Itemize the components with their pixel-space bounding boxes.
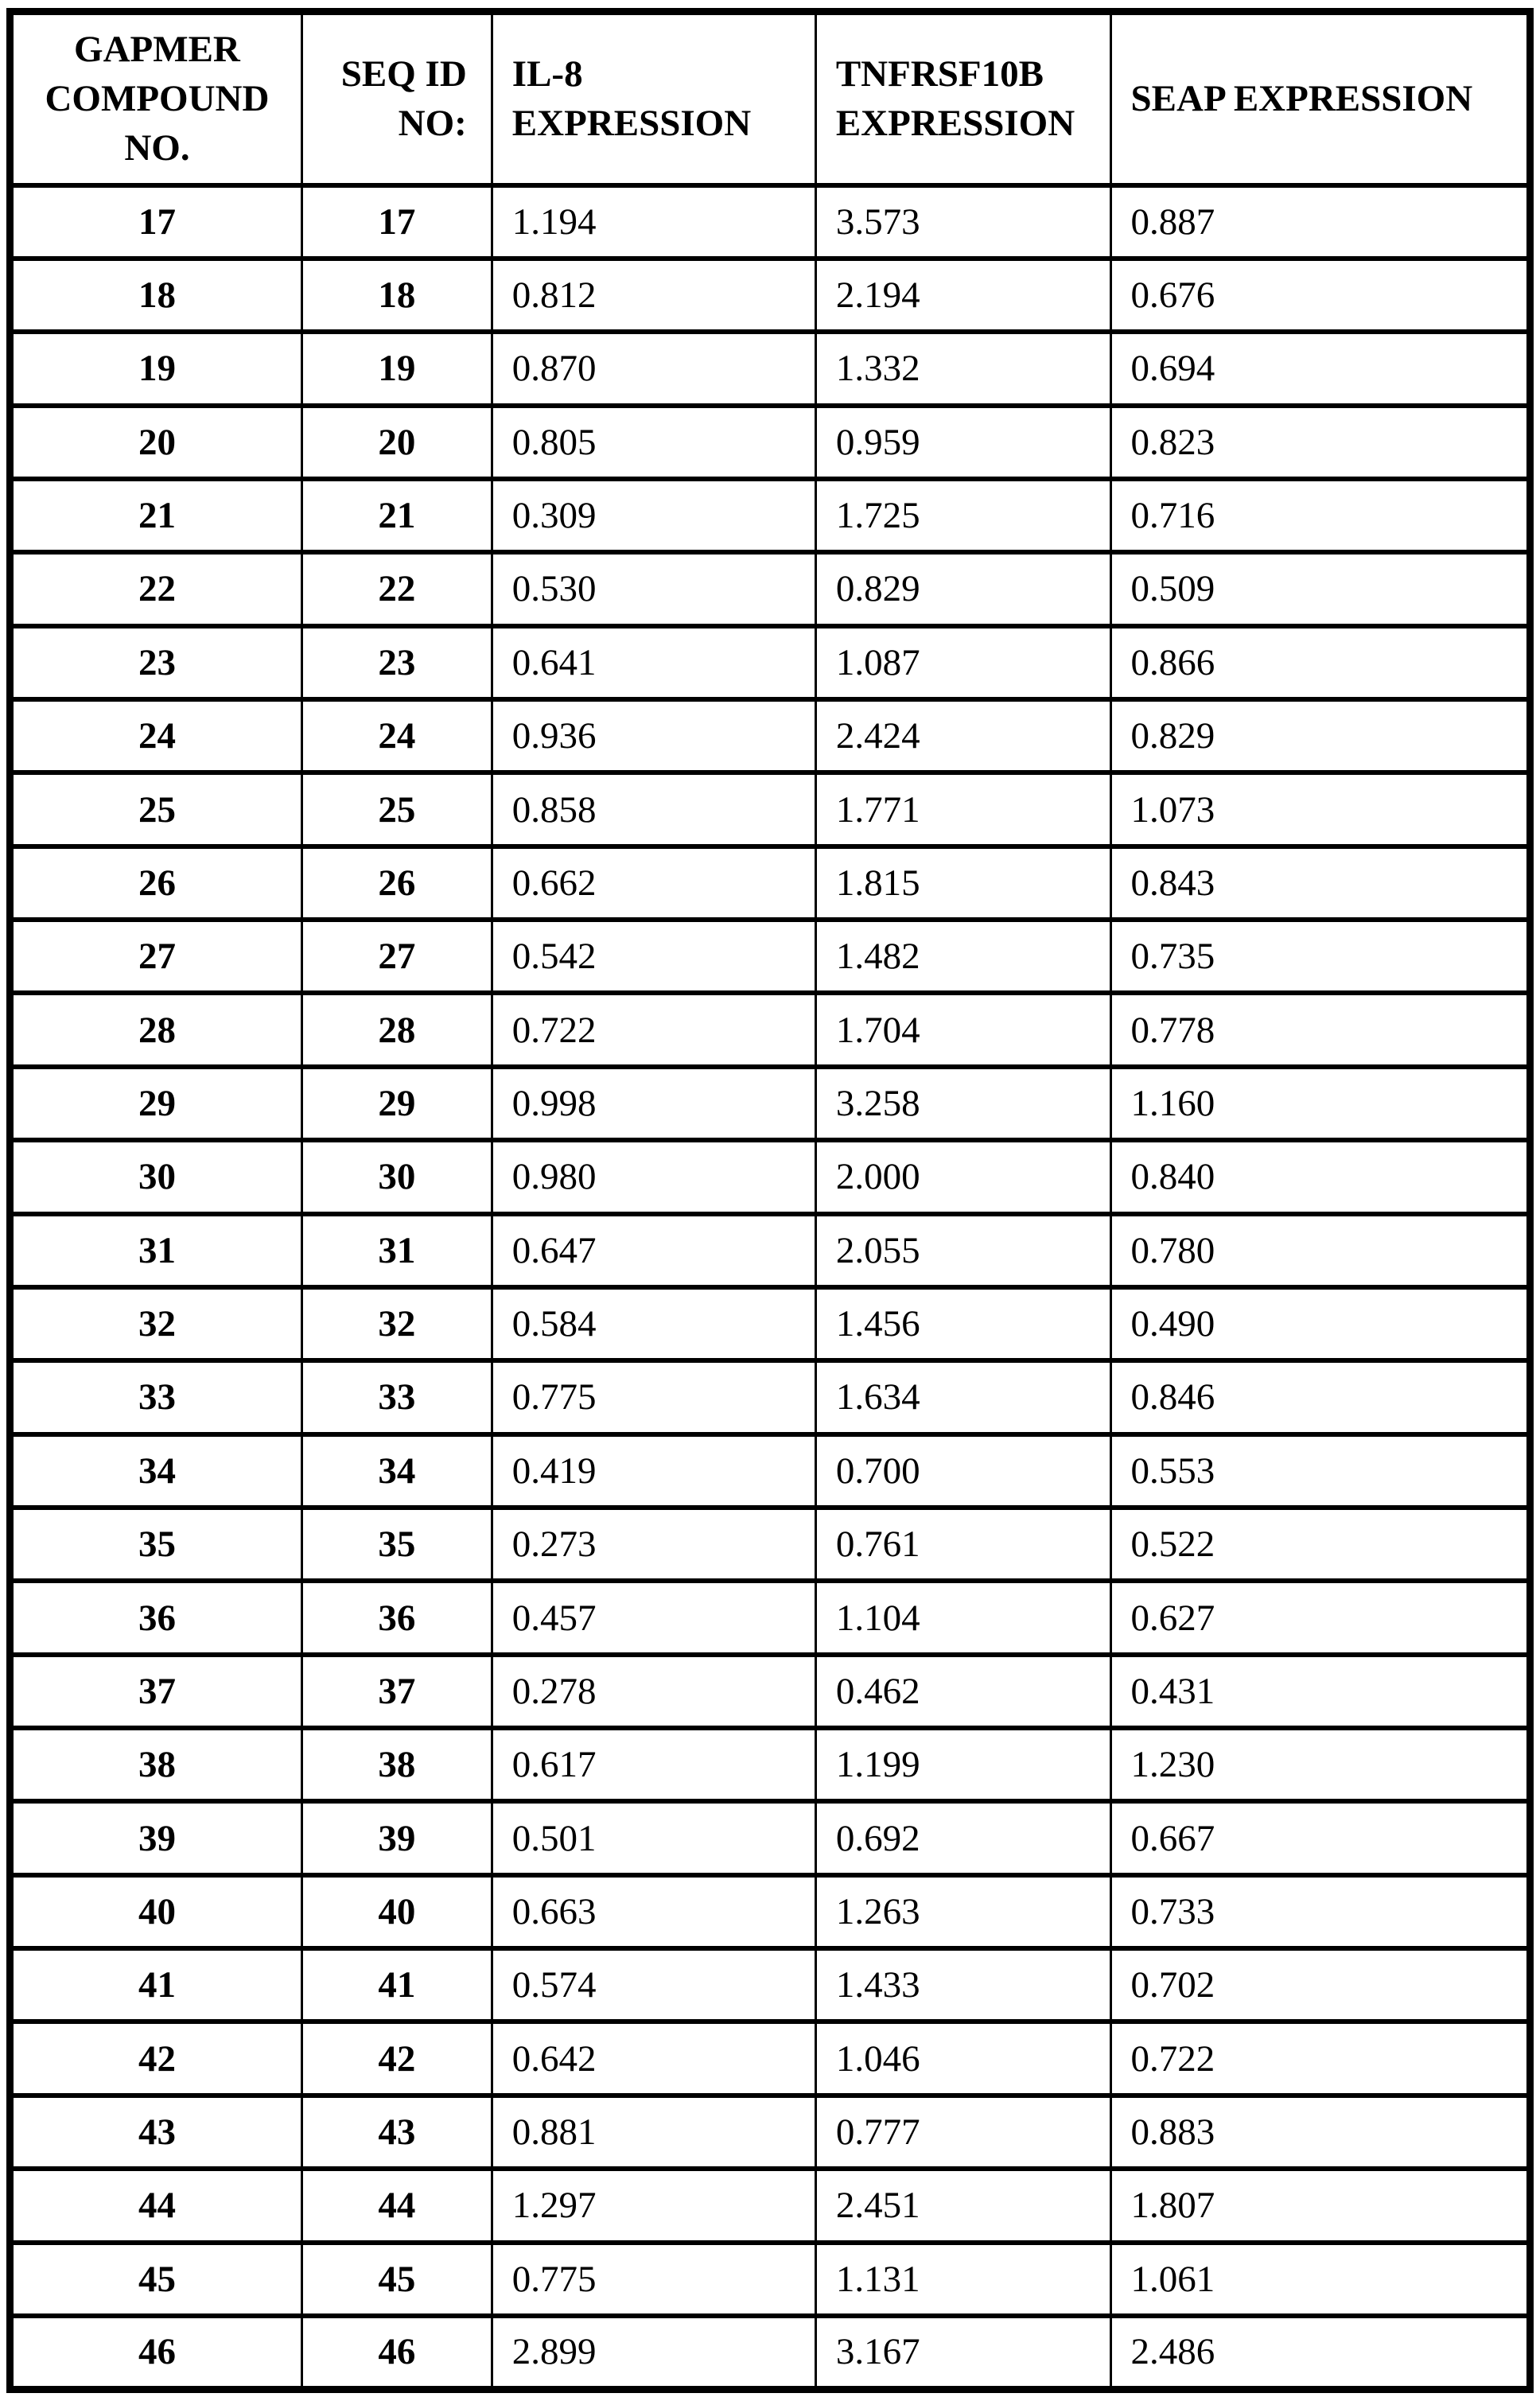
table-row xyxy=(10,2316,1530,2390)
seap-expression-cell: 0.866 xyxy=(1110,626,1530,699)
seap-expression-cell: 0.667 xyxy=(1110,1801,1530,1874)
seq-id-cell: 21 xyxy=(301,479,492,552)
il8-expression-cell: 0.936 xyxy=(492,699,815,772)
table-header xyxy=(10,12,1530,185)
table-row xyxy=(10,1948,1530,2022)
seap-expression-cell: 1.061 xyxy=(1110,2243,1530,2316)
col-header-seap-expression: SEAP EXPRESSION xyxy=(1110,12,1530,185)
seap-expression-cell: 2.486 xyxy=(1110,2316,1530,2390)
seq-id-cell: 44 xyxy=(301,2169,492,2242)
il8-expression-cell: 0.574 xyxy=(492,1948,815,2022)
tnfrsf10b-expression-cell: 3.573 xyxy=(815,185,1110,259)
compound-no-cell: 21 xyxy=(10,479,302,552)
il8-expression-cell: 0.542 xyxy=(492,920,815,993)
table-row xyxy=(10,1287,1530,1360)
il8-expression-cell: 0.805 xyxy=(492,406,815,479)
col-header-seq-id-no: SEQ ID NO: xyxy=(301,12,492,185)
seap-expression-cell: 0.778 xyxy=(1110,993,1530,1066)
seq-id-cell: 33 xyxy=(301,1360,492,1434)
il8-expression-cell: 0.662 xyxy=(492,846,815,920)
table-row xyxy=(10,1140,1530,1213)
col-header-tnfrsf10b-expression: TNFRSF10B EXPRESSION xyxy=(815,12,1110,185)
table-row xyxy=(10,2096,1530,2169)
il8-expression-cell: 0.812 xyxy=(492,259,815,332)
seq-id-cell: 20 xyxy=(301,406,492,479)
table-row xyxy=(10,1214,1530,1287)
seq-id-cell: 28 xyxy=(301,993,492,1066)
seq-id-cell: 19 xyxy=(301,332,492,405)
seq-id-cell: 26 xyxy=(301,846,492,920)
seap-expression-cell: 1.230 xyxy=(1110,1728,1530,1801)
tnfrsf10b-expression-cell: 0.692 xyxy=(815,1801,1110,1874)
tnfrsf10b-expression-cell: 2.000 xyxy=(815,1140,1110,1213)
il8-expression-cell: 0.980 xyxy=(492,1140,815,1213)
col-header-il8-expression: IL-8 EXPRESSION xyxy=(492,12,815,185)
seq-id-cell: 25 xyxy=(301,772,492,846)
table-row xyxy=(10,1655,1530,1728)
table-row xyxy=(10,2022,1530,2095)
compound-no-cell: 30 xyxy=(10,1140,302,1213)
table-row xyxy=(10,406,1530,479)
table-row xyxy=(10,699,1530,772)
il8-expression-cell: 2.899 xyxy=(492,2316,815,2390)
il8-expression-cell: 0.998 xyxy=(492,1067,815,1140)
tnfrsf10b-expression-cell: 0.462 xyxy=(815,1655,1110,1728)
tnfrsf10b-expression-cell: 1.771 xyxy=(815,772,1110,846)
compound-no-cell: 19 xyxy=(10,332,302,405)
tnfrsf10b-expression-cell: 0.777 xyxy=(815,2096,1110,2169)
tnfrsf10b-expression-cell: 3.258 xyxy=(815,1067,1110,1140)
tnfrsf10b-expression-cell: 1.456 xyxy=(815,1287,1110,1360)
seq-id-cell: 38 xyxy=(301,1728,492,1801)
tnfrsf10b-expression-cell: 3.167 xyxy=(815,2316,1110,2390)
seap-expression-cell: 1.807 xyxy=(1110,2169,1530,2242)
il8-expression-cell: 0.775 xyxy=(492,2243,815,2316)
seq-id-cell: 17 xyxy=(301,185,492,259)
table-row xyxy=(10,626,1530,699)
tnfrsf10b-expression-cell: 1.199 xyxy=(815,1728,1110,1801)
il8-expression-cell: 0.530 xyxy=(492,552,815,625)
compound-no-cell: 43 xyxy=(10,2096,302,2169)
compound-no-cell: 33 xyxy=(10,1360,302,1434)
il8-expression-cell: 0.642 xyxy=(492,2022,815,2095)
tnfrsf10b-expression-cell: 2.424 xyxy=(815,699,1110,772)
table-row xyxy=(10,1728,1530,1801)
il8-expression-cell: 0.278 xyxy=(492,1655,815,1728)
compound-no-cell: 25 xyxy=(10,772,302,846)
tnfrsf10b-expression-cell: 1.725 xyxy=(815,479,1110,552)
compound-no-cell: 39 xyxy=(10,1801,302,1874)
compound-no-cell: 37 xyxy=(10,1655,302,1728)
table-row xyxy=(10,1508,1530,1581)
seap-expression-cell: 0.522 xyxy=(1110,1508,1530,1581)
compound-no-cell: 17 xyxy=(10,185,302,259)
table-row xyxy=(10,1067,1530,1140)
il8-expression-cell: 0.419 xyxy=(492,1434,815,1508)
table-body xyxy=(10,185,1530,2390)
seq-id-cell: 32 xyxy=(301,1287,492,1360)
il8-expression-cell: 0.775 xyxy=(492,1360,815,1434)
il8-expression-cell: 1.297 xyxy=(492,2169,815,2242)
seq-id-cell: 41 xyxy=(301,1948,492,2022)
seq-id-cell: 30 xyxy=(301,1140,492,1213)
compound-no-cell: 24 xyxy=(10,699,302,772)
tnfrsf10b-expression-cell: 0.700 xyxy=(815,1434,1110,1508)
seap-expression-cell: 0.846 xyxy=(1110,1360,1530,1434)
seap-expression-cell: 0.722 xyxy=(1110,2022,1530,2095)
compound-no-cell: 28 xyxy=(10,993,302,1066)
seap-expression-cell: 0.829 xyxy=(1110,699,1530,772)
compound-no-cell: 31 xyxy=(10,1214,302,1287)
table-row xyxy=(10,1581,1530,1654)
compound-no-cell: 18 xyxy=(10,259,302,332)
il8-expression-cell: 0.273 xyxy=(492,1508,815,1581)
seap-expression-cell: 0.887 xyxy=(1110,185,1530,259)
seap-expression-cell: 0.823 xyxy=(1110,406,1530,479)
il8-expression-cell: 0.457 xyxy=(492,1581,815,1654)
table-row xyxy=(10,185,1530,259)
seq-id-cell: 27 xyxy=(301,920,492,993)
il8-expression-cell: 0.663 xyxy=(492,1875,815,1948)
table-row xyxy=(10,479,1530,552)
compound-no-cell: 42 xyxy=(10,2022,302,2095)
seq-id-cell: 45 xyxy=(301,2243,492,2316)
il8-expression-cell: 0.881 xyxy=(492,2096,815,2169)
seap-expression-cell: 0.883 xyxy=(1110,2096,1530,2169)
compound-no-cell: 22 xyxy=(10,552,302,625)
compound-no-cell: 38 xyxy=(10,1728,302,1801)
compound-no-cell: 35 xyxy=(10,1508,302,1581)
tnfrsf10b-expression-cell: 0.829 xyxy=(815,552,1110,625)
tnfrsf10b-expression-cell: 1.815 xyxy=(815,846,1110,920)
seap-expression-cell: 0.676 xyxy=(1110,259,1530,332)
seap-expression-cell: 0.490 xyxy=(1110,1287,1530,1360)
seap-expression-cell: 0.733 xyxy=(1110,1875,1530,1948)
seap-expression-cell: 0.780 xyxy=(1110,1214,1530,1287)
compound-no-cell: 45 xyxy=(10,2243,302,2316)
table-row xyxy=(10,993,1530,1066)
compound-no-cell: 34 xyxy=(10,1434,302,1508)
tnfrsf10b-expression-cell: 1.482 xyxy=(815,920,1110,993)
tnfrsf10b-expression-cell: 1.087 xyxy=(815,626,1110,699)
table-row xyxy=(10,1875,1530,1948)
tnfrsf10b-expression-cell: 1.046 xyxy=(815,2022,1110,2095)
seap-expression-cell: 0.735 xyxy=(1110,920,1530,993)
compound-no-cell: 32 xyxy=(10,1287,302,1360)
table-row xyxy=(10,1801,1530,1874)
il8-expression-cell: 1.194 xyxy=(492,185,815,259)
compound-no-cell: 29 xyxy=(10,1067,302,1140)
table-row xyxy=(10,1360,1530,1434)
compound-no-cell: 20 xyxy=(10,406,302,479)
tnfrsf10b-expression-cell: 1.131 xyxy=(815,2243,1110,2316)
seap-expression-cell: 0.431 xyxy=(1110,1655,1530,1728)
seap-expression-cell: 0.840 xyxy=(1110,1140,1530,1213)
tnfrsf10b-expression-cell: 1.704 xyxy=(815,993,1110,1066)
il8-expression-cell: 0.501 xyxy=(492,1801,815,1874)
table-row xyxy=(10,2243,1530,2316)
tnfrsf10b-expression-cell: 1.433 xyxy=(815,1948,1110,2022)
seq-id-cell: 46 xyxy=(301,2316,492,2390)
compound-no-cell: 27 xyxy=(10,920,302,993)
table-row xyxy=(10,552,1530,625)
table-row xyxy=(10,846,1530,920)
tnfrsf10b-expression-cell: 0.959 xyxy=(815,406,1110,479)
expression-data-table xyxy=(6,8,1534,2393)
il8-expression-cell: 0.584 xyxy=(492,1287,815,1360)
seq-id-cell: 39 xyxy=(301,1801,492,1874)
tnfrsf10b-expression-cell: 1.104 xyxy=(815,1581,1110,1654)
seap-expression-cell: 1.073 xyxy=(1110,772,1530,846)
il8-expression-cell: 0.722 xyxy=(492,993,815,1066)
seq-id-cell: 43 xyxy=(301,2096,492,2169)
il8-expression-cell: 0.870 xyxy=(492,332,815,405)
compound-no-cell: 46 xyxy=(10,2316,302,2390)
seq-id-cell: 24 xyxy=(301,699,492,772)
seq-id-cell: 31 xyxy=(301,1214,492,1287)
il8-expression-cell: 0.858 xyxy=(492,772,815,846)
il8-expression-cell: 0.647 xyxy=(492,1214,815,1287)
tnfrsf10b-expression-cell: 1.263 xyxy=(815,1875,1110,1948)
seap-expression-cell: 1.160 xyxy=(1110,1067,1530,1140)
tnfrsf10b-expression-cell: 2.194 xyxy=(815,259,1110,332)
seq-id-cell: 18 xyxy=(301,259,492,332)
seap-expression-cell: 0.553 xyxy=(1110,1434,1530,1508)
table-row xyxy=(10,2169,1530,2242)
seq-id-cell: 29 xyxy=(301,1067,492,1140)
table-row xyxy=(10,920,1530,993)
tnfrsf10b-expression-cell: 1.634 xyxy=(815,1360,1110,1434)
seq-id-cell: 40 xyxy=(301,1875,492,1948)
seap-expression-cell: 0.694 xyxy=(1110,332,1530,405)
seq-id-cell: 23 xyxy=(301,626,492,699)
il8-expression-cell: 0.617 xyxy=(492,1728,815,1801)
table-row xyxy=(10,772,1530,846)
compound-no-cell: 40 xyxy=(10,1875,302,1948)
compound-no-cell: 44 xyxy=(10,2169,302,2242)
seq-id-cell: 22 xyxy=(301,552,492,625)
seq-id-cell: 35 xyxy=(301,1508,492,1581)
table-row xyxy=(10,259,1530,332)
tnfrsf10b-expression-cell: 0.761 xyxy=(815,1508,1110,1581)
seq-id-cell: 42 xyxy=(301,2022,492,2095)
tnfrsf10b-expression-cell: 1.332 xyxy=(815,332,1110,405)
il8-expression-cell: 0.309 xyxy=(492,479,815,552)
header-row xyxy=(10,12,1530,185)
seap-expression-cell: 0.716 xyxy=(1110,479,1530,552)
compound-no-cell: 26 xyxy=(10,846,302,920)
compound-no-cell: 41 xyxy=(10,1948,302,2022)
compound-no-cell: 23 xyxy=(10,626,302,699)
seap-expression-cell: 0.843 xyxy=(1110,846,1530,920)
table-row xyxy=(10,332,1530,405)
compound-no-cell: 36 xyxy=(10,1581,302,1654)
seap-expression-cell: 0.702 xyxy=(1110,1948,1530,2022)
seq-id-cell: 36 xyxy=(301,1581,492,1654)
seq-id-cell: 34 xyxy=(301,1434,492,1508)
col-header-gapmer-compound-no: GAPMER COMPOUND NO. xyxy=(10,12,302,185)
seap-expression-cell: 0.627 xyxy=(1110,1581,1530,1654)
tnfrsf10b-expression-cell: 2.055 xyxy=(815,1214,1110,1287)
table-row xyxy=(10,1434,1530,1508)
seq-id-cell: 37 xyxy=(301,1655,492,1728)
tnfrsf10b-expression-cell: 2.451 xyxy=(815,2169,1110,2242)
seap-expression-cell: 0.509 xyxy=(1110,552,1530,625)
il8-expression-cell: 0.641 xyxy=(492,626,815,699)
